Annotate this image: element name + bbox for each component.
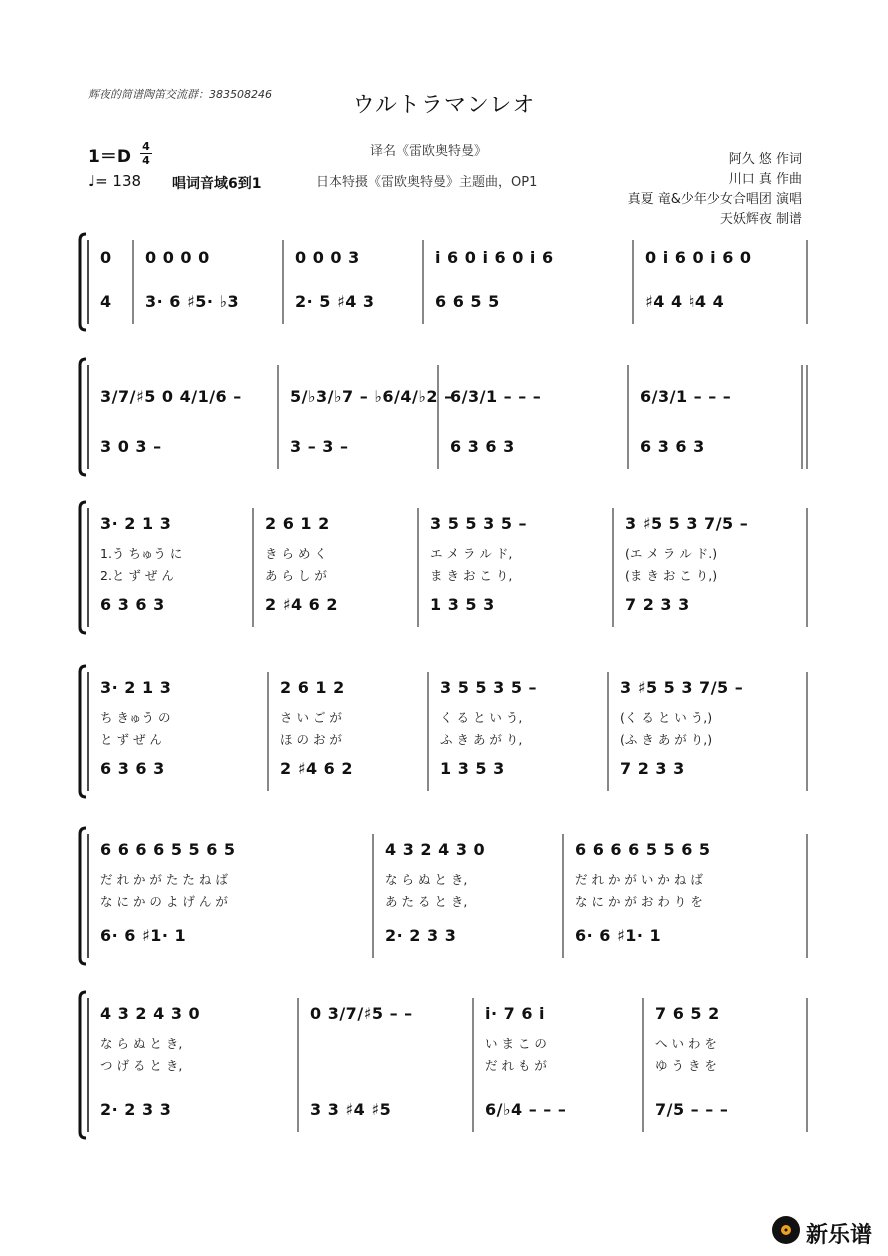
bass-notes: 6· 6 ♯1· 1 (100, 926, 187, 945)
bass-notes: 6 6 5 5 (435, 292, 500, 311)
lyric-verse-2: あ ら し が (265, 568, 327, 583)
bass-notes: 6 3 6 3 (100, 759, 165, 778)
melody-notes: 3 ♯5 5 3 7/5 – (620, 678, 744, 697)
lyric-verse-2: な に か が お わ り を (575, 894, 703, 909)
bass-notes: ♯4 4 ♮4 4 (645, 292, 725, 311)
lyric-verse-2: と ず ぜ ん (100, 732, 162, 747)
time-sig-top: 4 (142, 140, 150, 153)
time-signature (140, 141, 152, 166)
lyric-verse-1: (く る と い う,) (620, 710, 713, 725)
lyric-verse-1: へ い わ を (655, 1036, 717, 1051)
melody-notes: 3 ♯5 5 3 7/5 – (625, 514, 749, 533)
melody-notes: i· 7 6 i (485, 1004, 546, 1023)
credit-lyricist: 阿久 悠 作词 (728, 152, 802, 167)
melody-notes: 2 6 1 2 (265, 514, 330, 533)
system-barlines (80, 232, 808, 332)
score-system (80, 990, 808, 1140)
logo-text: 新乐谱 (806, 1223, 873, 1248)
site-logo (770, 1214, 880, 1248)
time-sig-bottom: 4 (142, 154, 150, 167)
melody-notes: 3· 2 1 3 (100, 678, 172, 697)
lyric-verse-1: エ メ ラ ル ド, (430, 546, 513, 561)
lyric-verse-2: ゆ う き を (655, 1058, 717, 1073)
melody-notes: 0 0 0 3 (295, 248, 360, 267)
system-bracket (80, 234, 86, 330)
credit-transcriber: 天妖辉夜 制谱 (719, 212, 802, 227)
bass-notes: 2· 2 3 3 (100, 1100, 172, 1119)
score-system (80, 500, 808, 635)
bass-notes: 2· 5 ♯4 3 (295, 292, 375, 311)
melody-notes: 0 (100, 248, 112, 267)
system-bracket (80, 666, 86, 797)
melody-notes: 4 3 2 4 3 0 (385, 840, 486, 859)
bass-notes: 6/♭4 – – – (485, 1100, 567, 1119)
lyric-verse-1: (エ メ ラ ル ド.) (625, 546, 718, 561)
score-system (80, 826, 808, 966)
lyric-verse-1: く る と い う, (440, 710, 523, 725)
system-bracket (80, 359, 86, 475)
key-signature: 1＝D (88, 147, 131, 167)
system-bracket (80, 828, 86, 964)
lyric-verse-2: 2.と ず ぜ ん (100, 568, 174, 583)
bass-notes: 6· 6 ♯1· 1 (575, 926, 662, 945)
lyric-verse-1: い ま こ の (485, 1036, 547, 1051)
bass-notes: 2 ♯4 6 2 (280, 759, 353, 778)
bass-notes: 2· 2 3 3 (385, 926, 457, 945)
lyric-verse-1: 1.う ちゅう に (100, 546, 183, 561)
system-bracket (80, 502, 86, 633)
melody-notes: 0 3/7/♯5 – – (310, 1004, 413, 1023)
melody-notes: 6 6 6 6 5 5 6 5 (100, 840, 236, 859)
melody-notes: 3· 2 1 3 (100, 514, 172, 533)
lyric-verse-1: き ら め く (265, 546, 327, 561)
bass-notes: 1 3 5 3 (440, 759, 505, 778)
system-bracket (80, 992, 86, 1138)
lyric-verse-1: ち きゅう の (100, 710, 171, 725)
lyric-verse-2: (ま き お こ り,) (625, 568, 718, 583)
vocal-range: 唱词音域6到1 (172, 176, 262, 192)
lyric-verse-1: な ら ぬ と き, (100, 1036, 183, 1051)
melody-notes: 2 6 1 2 (280, 678, 345, 697)
melody-notes: 3 5 5 3 5 – (430, 514, 528, 533)
lyric-verse-2: ほ の お が (280, 732, 342, 747)
lyric-verse-2: ま き お こ り, (430, 568, 513, 583)
bass-notes: 7/5 – – – (655, 1100, 729, 1119)
lyric-verse-2: つ げ る と き, (100, 1058, 183, 1073)
melody-notes: 7 6 5 2 (655, 1004, 720, 1023)
lyric-verse-1: さ い ご が (280, 710, 342, 725)
lyric-verse-1: だ れ か が い か ね ば (575, 872, 703, 887)
subtitle-translation: 译名《雷欧奥特曼》 (370, 144, 488, 159)
melody-notes: 0 i 6 0 i 6 0 (645, 248, 752, 267)
group-note: 辉夜的简谱陶笛交流群：383508246 (88, 88, 272, 101)
melody-notes: 3 5 5 3 5 – (440, 678, 538, 697)
lyric-verse-2: だ れ も が (485, 1058, 547, 1073)
lyric-verse-2: な に か の よ げ ん が (100, 894, 228, 909)
bass-notes: 3 – 3 – (290, 437, 349, 456)
melody-notes: 6/3/1 – – – (450, 387, 542, 406)
bass-notes: 6 3 6 3 (640, 437, 705, 456)
melody-notes: 6/3/1 – – – (640, 387, 732, 406)
vinyl-icon (770, 1214, 802, 1246)
bass-notes: 4 (100, 292, 112, 311)
melody-notes: i 6 0 i 6 0 i 6 (435, 248, 554, 267)
bass-notes: 1 3 5 3 (430, 595, 495, 614)
lyric-verse-1: だ れ か が た た ね ば (100, 872, 228, 887)
system-barlines (80, 357, 808, 477)
credits (628, 150, 802, 230)
bass-notes: 6 3 6 3 (100, 595, 165, 614)
tempo-marking: ♩= 138 (88, 172, 142, 190)
bass-notes: 2 ♯4 6 2 (265, 595, 338, 614)
song-title: ウルトラマンレオ (352, 93, 536, 118)
bass-notes: 3 0 3 – (100, 437, 162, 456)
bass-notes: 3 3 ♯4 ♯5 (310, 1100, 392, 1119)
credit-composer: 川口 真 作曲 (728, 172, 802, 187)
melody-notes: 0 0 0 0 (145, 248, 210, 267)
score-system (80, 664, 808, 799)
score-system (80, 357, 808, 477)
melody-notes: 4 3 2 4 3 0 (100, 1004, 201, 1023)
melody-notes: 3/7/♯5 0 4/1/6 – (100, 387, 242, 406)
lyric-verse-2: (ふ き あ が り,) (620, 732, 713, 747)
credit-performer: 真夏 竜&少年少女合唱团 演唱 (627, 192, 802, 207)
melody-notes: 5/♭3/♭7 – ♭6/4/♭2 – (290, 387, 453, 406)
lyric-verse-2: ふ き あ が り, (440, 732, 523, 747)
bass-notes: 6 3 6 3 (450, 437, 515, 456)
subtitle-origin: 日本特摄《雷欧奥特曼》主题曲，OP1 (316, 175, 538, 190)
bass-notes: 7 2 3 3 (625, 595, 690, 614)
score-system (80, 232, 808, 332)
lyric-verse-1: な ら ぬ と き, (385, 872, 468, 887)
lyric-verse-2: あ た る と き, (385, 894, 468, 909)
bass-notes: 7 2 3 3 (620, 759, 685, 778)
bass-notes: 3· 6 ♯5· ♭3 (145, 292, 240, 311)
melody-notes: 6 6 6 6 5 5 6 5 (575, 840, 711, 859)
